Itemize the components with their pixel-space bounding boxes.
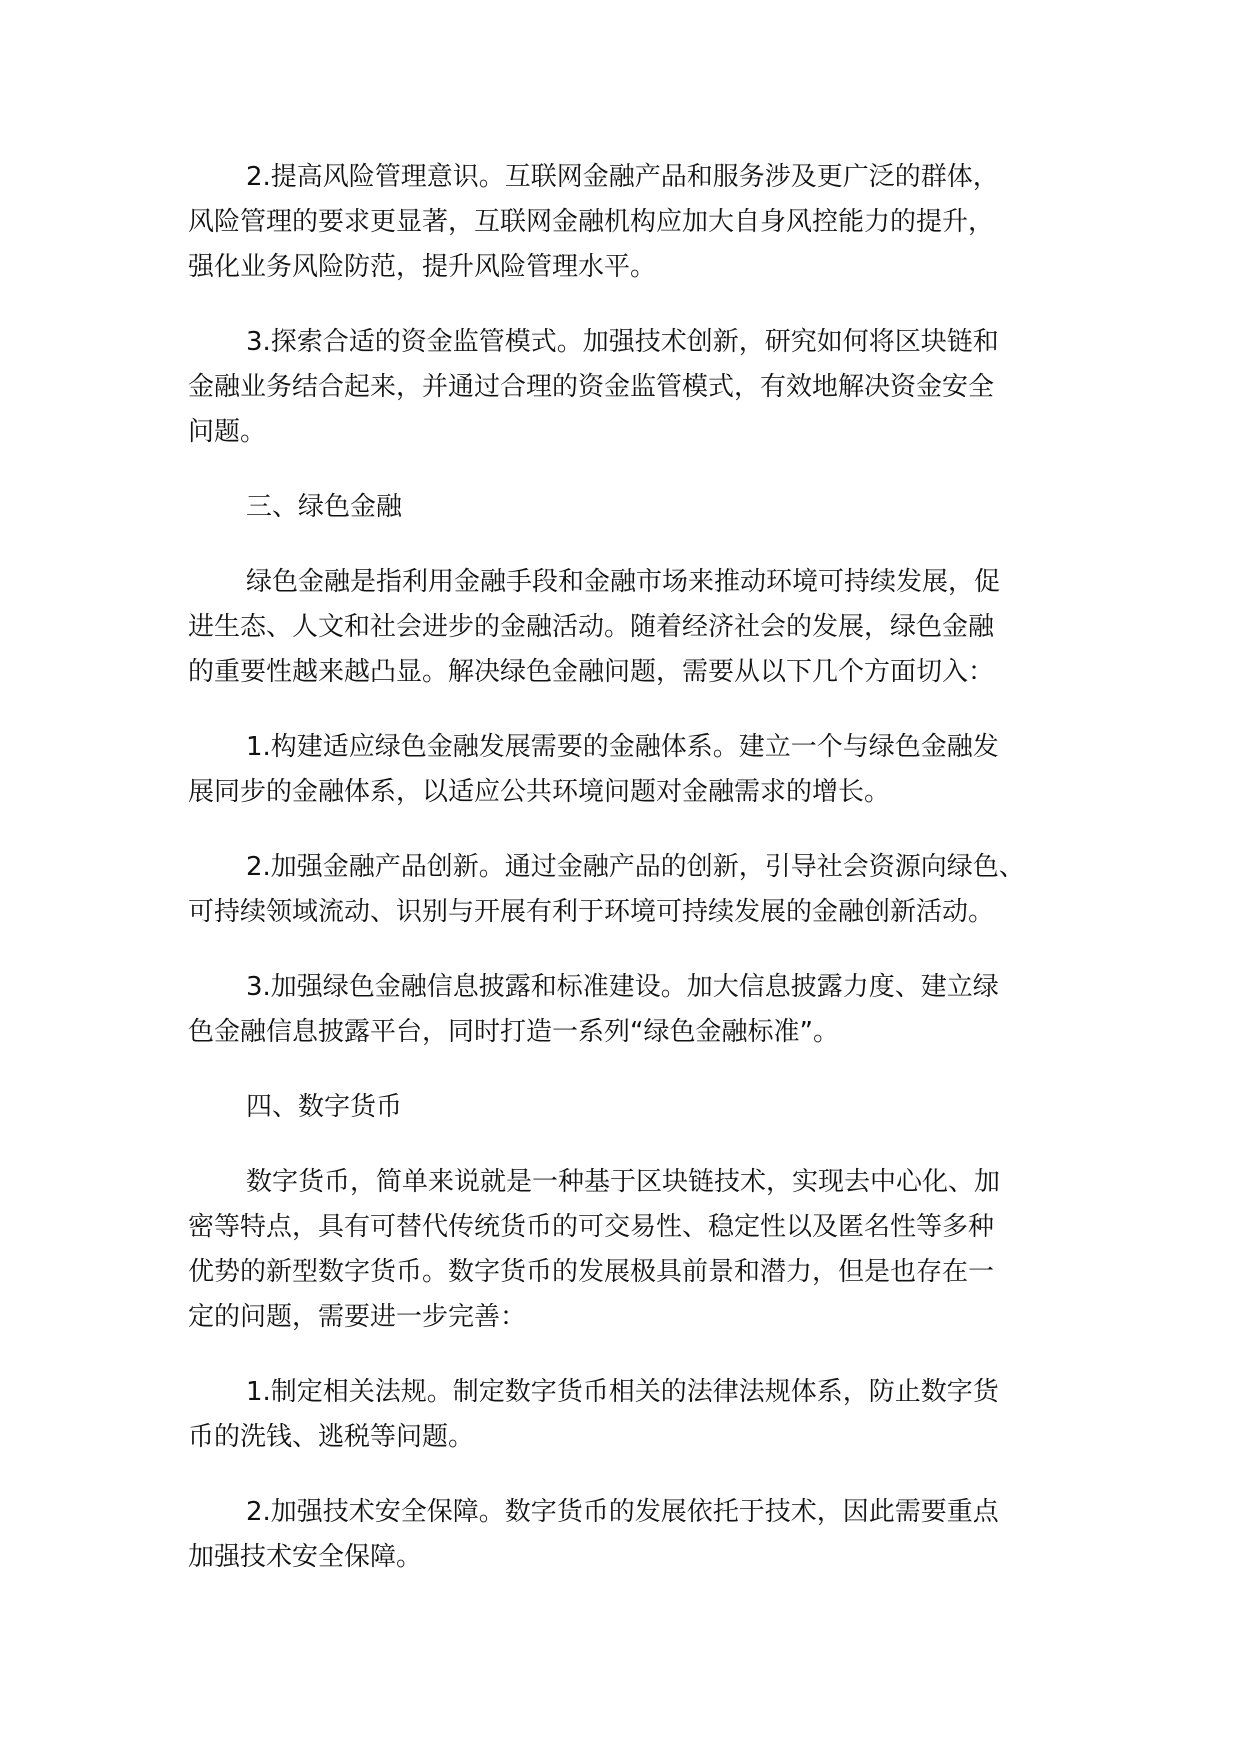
text-line: 强化业务风险防范，提升风险管理水平。 bbox=[188, 252, 657, 282]
paragraph-product-innovation bbox=[188, 845, 1038, 935]
text-line: 1.构建适应绿色金融发展需要的金融体系。建立一个与绿色金融发 bbox=[246, 732, 999, 762]
paragraph-information-disclosure bbox=[188, 965, 1038, 1055]
paragraph-technical-security bbox=[188, 1490, 1038, 1580]
text-line: 定的问题，需要进一步完善： bbox=[188, 1302, 527, 1332]
section-heading-green-finance bbox=[188, 485, 1038, 530]
heading-text: 三、绿色金融 bbox=[246, 492, 403, 522]
document-body bbox=[188, 155, 1038, 1610]
text-line: 问题。 bbox=[188, 417, 267, 447]
paragraph-fund-supervision bbox=[188, 320, 1038, 455]
text-line: 1.制定相关法规。制定数字货币相关的法律法规体系，防止数字货 bbox=[246, 1377, 999, 1407]
text-line: 色金融信息披露平台，同时打造一系列“绿色金融标准”。 bbox=[188, 1017, 839, 1047]
text-line: 优势的新型数字货币。数字货币的发展极具前景和潜力，但是也存在一 bbox=[188, 1257, 995, 1287]
paragraph-digital-currency-intro bbox=[188, 1160, 1038, 1340]
text-line: 数字货币，简单来说就是一种基于区块链技术，实现去中心化、加 bbox=[246, 1167, 1001, 1197]
text-line: 加强技术安全保障。 bbox=[188, 1542, 423, 1572]
paragraph-green-finance-intro bbox=[188, 560, 1038, 695]
heading-text: 四、数字货币 bbox=[246, 1092, 403, 1122]
text-line: 2.加强金融产品创新。通过金融产品的创新，引导社会资源向绿色、 bbox=[246, 852, 1025, 882]
paragraph-risk-management bbox=[188, 155, 1038, 290]
text-line: 币的洗钱、逃税等问题。 bbox=[188, 1422, 475, 1452]
section-heading-digital-currency bbox=[188, 1085, 1038, 1130]
text-line: 2.提高风险管理意识。互联网金融产品和服务涉及更广泛的群体， bbox=[246, 162, 999, 192]
paragraph-green-financial-system bbox=[188, 725, 1038, 815]
text-line: 密等特点，具有可替代传统货币的可交易性、稳定性以及匿名性等多种 bbox=[188, 1212, 995, 1242]
text-line: 金融业务结合起来，并通过合理的资金监管模式，有效地解决资金安全 bbox=[188, 372, 995, 402]
text-line: 风险管理的要求更显著，互联网金融机构应加大自身风控能力的提升， bbox=[188, 207, 995, 237]
text-line: 进生态、人文和社会进步的金融活动。随着经济社会的发展，绿色金融 bbox=[188, 612, 995, 642]
text-line: 2.加强技术安全保障。数字货币的发展依托于技术，因此需要重点 bbox=[246, 1497, 999, 1527]
text-line: 绿色金融是指利用金融手段和金融市场来推动环境可持续发展，促 bbox=[246, 567, 1001, 597]
paragraph-regulations bbox=[188, 1370, 1038, 1460]
text-line: 可持续领域流动、识别与开展有利于环境可持续发展的金融创新活动。 bbox=[188, 897, 995, 927]
text-line: 的重要性越来越凸显。解决绿色金融问题，需要从以下几个方面切入： bbox=[188, 657, 995, 687]
text-line: 3.探索合适的资金监管模式。加强技术创新，研究如何将区块链和 bbox=[246, 327, 999, 357]
text-line: 展同步的金融体系，以适应公共环境问题对金融需求的增长。 bbox=[188, 777, 891, 807]
text-line: 3.加强绿色金融信息披露和标准建设。加大信息披露力度、建立绿 bbox=[246, 972, 999, 1002]
